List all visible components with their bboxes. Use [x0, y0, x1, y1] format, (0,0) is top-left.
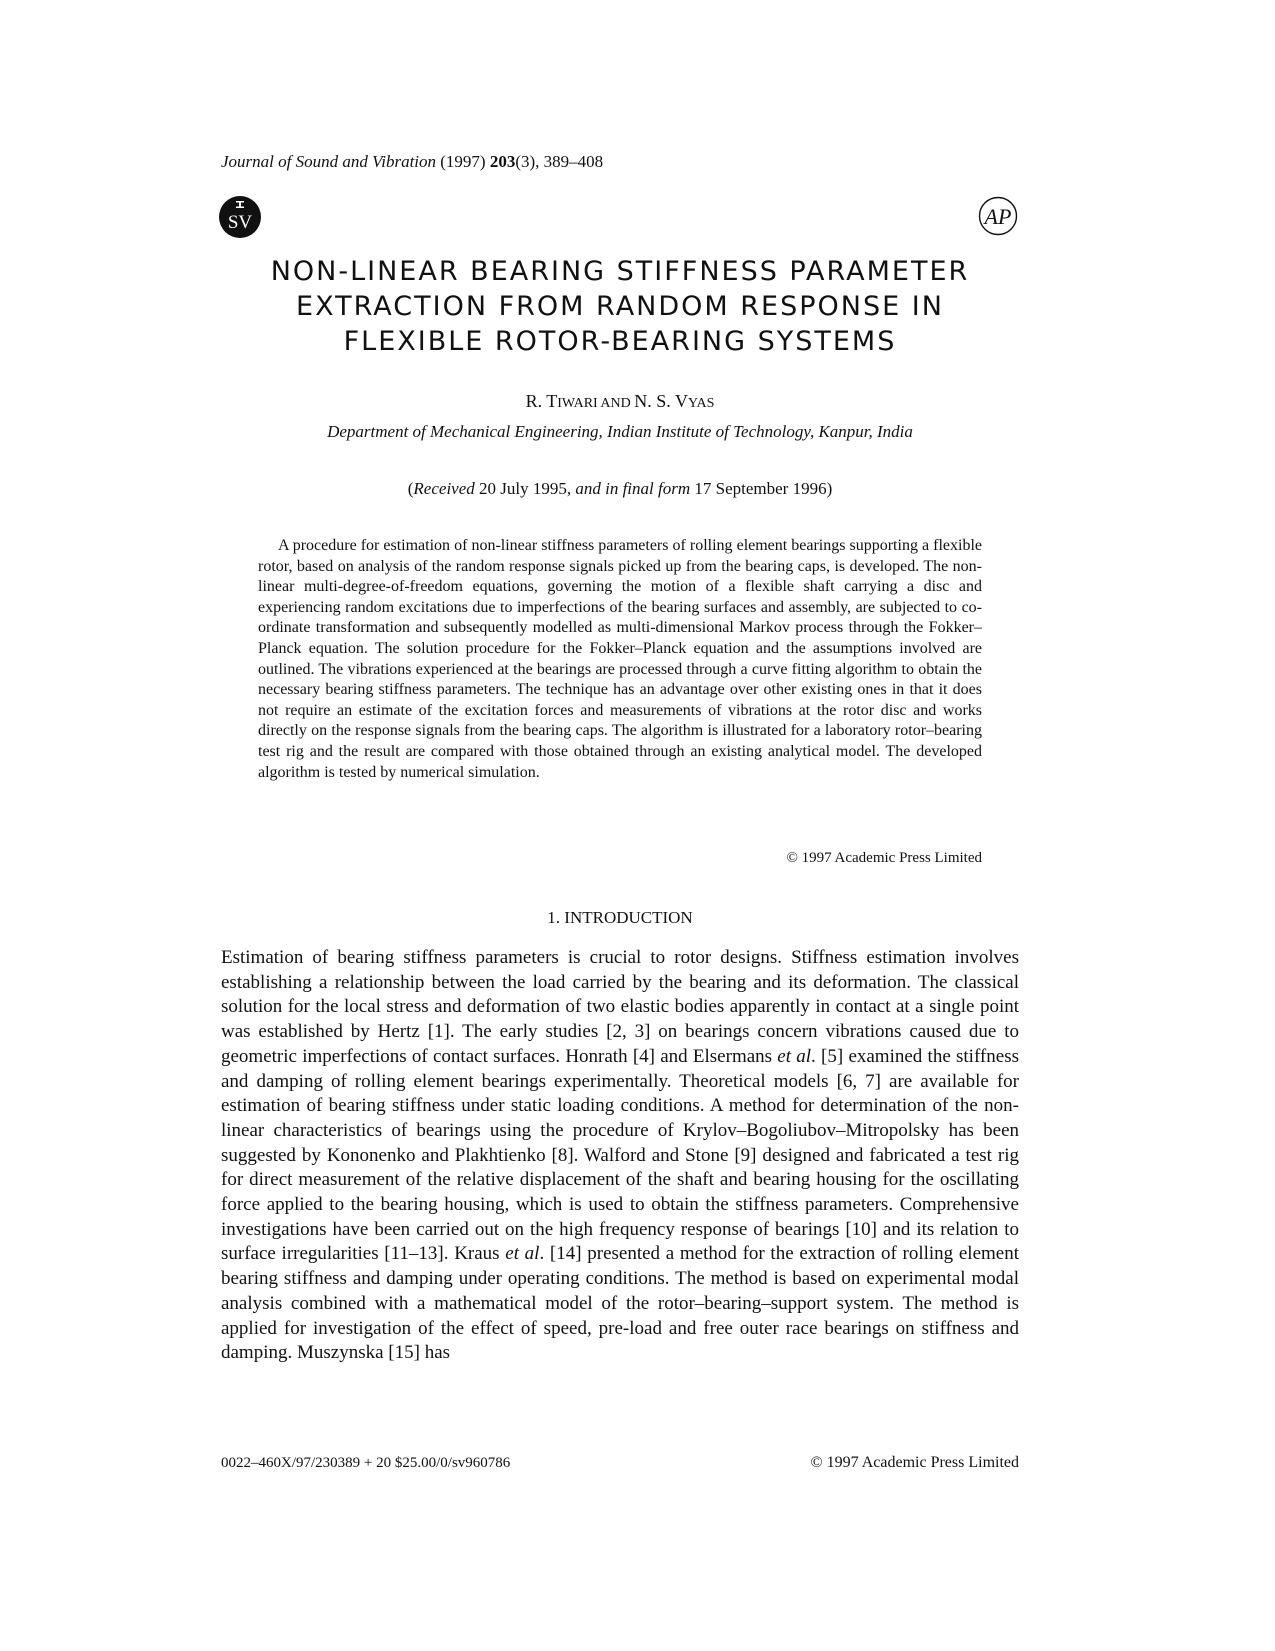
intro-text-2: . [5] examined the stiffness and damping of rolling element bearings experimentally. Theoretical models [6, 7] are available for estimation of bearing stiffness under static loading conditions. A method for determination of the non-linear characteristics of bearings using the procedure of Krylov–Bogoliubov–Mitropolsky has been suggested by Kononenko and Plakhtienko [8]. Walford and Stone [9] designed and fabricated a test rig for direct measurement of the relative displacement of the shaft and bearing housing for the oscillating force applied to the bearing housing, which is used to obtain the stiffness parameters. Comprehensive investigations have been carried out on the high frequency response of bearings [10] and its relation to surface irregularities [11–13]. Kraus: [221, 1045, 1019, 1265]
author-list: [221, 389, 1019, 416]
author-1-initial: R. T: [525, 391, 558, 411]
footer-copyright: © 1997 Academic Press Limited: [810, 1454, 1019, 1471]
intro-etal-1: et al: [777, 1045, 812, 1067]
abstract-text: A procedure for estimation of non-linear stiffness parameters of rolling element bearings supporting a flexible rotor, based on analysis of the random response signals picked up from the bearing caps, is developed. The non-linear multi-degree-of-freedom equations, governing the motion of a flexible shaft carrying a disc and experiencing random excitations due to imperfections of the bearing surfaces and assembly, are subjected to co-ordinate transformation and subsequently modelled as multi-dimensional Markov process through the Fokker–Planck equation. The solution procedure for the Fokker–Planck equation and the assumptions involved are outlined. The vibrations experienced at the bearings are processed through a curve fitting algorithm to obtain the necessary bearing stiffness parameters. The technique has an advantage over other existing ones in that it does not require an estimate of the excitation forces and measurements of vibrations at the rotor disc and works directly on the response signals from the bearing caps. The algorithm is illustrated for a laboratory rotor–bearing test rig and the result are compared with those obtained through an existing analytical model. The developed algorithm is tested by numerical simulation.: [258, 537, 982, 781]
author-2-name: YAS: [687, 396, 715, 411]
footer-code: 0022–460X/97/230389 + 20 $25.00/0/sv960786: [221, 1455, 511, 1471]
journal-volume: 203: [489, 152, 516, 171]
author-2-initial: N. S. V: [634, 391, 688, 411]
received-label: Received: [413, 479, 475, 498]
received-dates: [221, 477, 1019, 501]
sv-logo-icon: [219, 196, 261, 238]
ap-logo-icon: [978, 196, 1018, 236]
intro-text-3: . [14] presented a method for the extraction of rolling element bearing stiffness and damping under operating conditions. The method is based on experimental modal analysis combined with a mathematical model of the rotor–bearing–support system. The method is applied for investigation of the effect of speed, pre-load and free outer race bearings on stiffness and damping. Muszynska [15] has: [221, 1243, 1019, 1364]
sv-logo-text: SV: [227, 212, 253, 233]
author-1-name: IWARI: [557, 396, 598, 411]
intro-text-1: Estimation of bearing stiffness parameters is crucial to rotor designs. Stiffness estimation involves establishing a relationship between the load carried by the bearing and its deformation. The classical solution for the local stress and deformation of two elastic bodies apparently in contact at a single point was established by Hertz [1]. The early studies [2, 3] on bearings concern vibrations caused due to geometric imperfections of contact surfaces. Honrath [4] and Elsermans: [221, 947, 1019, 1067]
abstract-copyright: © 1997 Academic Press Limited: [786, 850, 982, 866]
paper-title: [221, 254, 1019, 359]
author-conjunction: AND: [597, 396, 635, 411]
affiliation: Department of Mechanical Engineering, Indian Institute of Technology, Kanpur, India: [327, 422, 913, 441]
final-form-date: 17 September 1996): [690, 479, 833, 498]
received-date: 20 July 1995,: [474, 479, 576, 498]
section-heading: 1. INTRODUCTION: [547, 908, 693, 927]
introduction-paragraph: [221, 946, 1019, 1366]
intro-etal-2: et al: [505, 1243, 540, 1265]
received-paren: (: [407, 479, 414, 498]
journal-year: (1997): [436, 152, 490, 171]
final-form-label: and in final form: [575, 479, 691, 498]
ap-logo-text: AP: [984, 204, 1012, 229]
title-line: FLEXIBLE ROTOR-BEARING SYSTEMS: [343, 326, 897, 357]
journal-issue-pages: (3), 389–408: [515, 152, 604, 171]
journal-name: Journal of Sound and Vibration: [221, 152, 437, 171]
title-line: EXTRACTION FROM RANDOM RESPONSE IN: [296, 291, 944, 322]
title-line: NON-LINEAR BEARING STIFFNESS PARAMETER: [270, 256, 970, 287]
journal-citation: [221, 150, 603, 174]
